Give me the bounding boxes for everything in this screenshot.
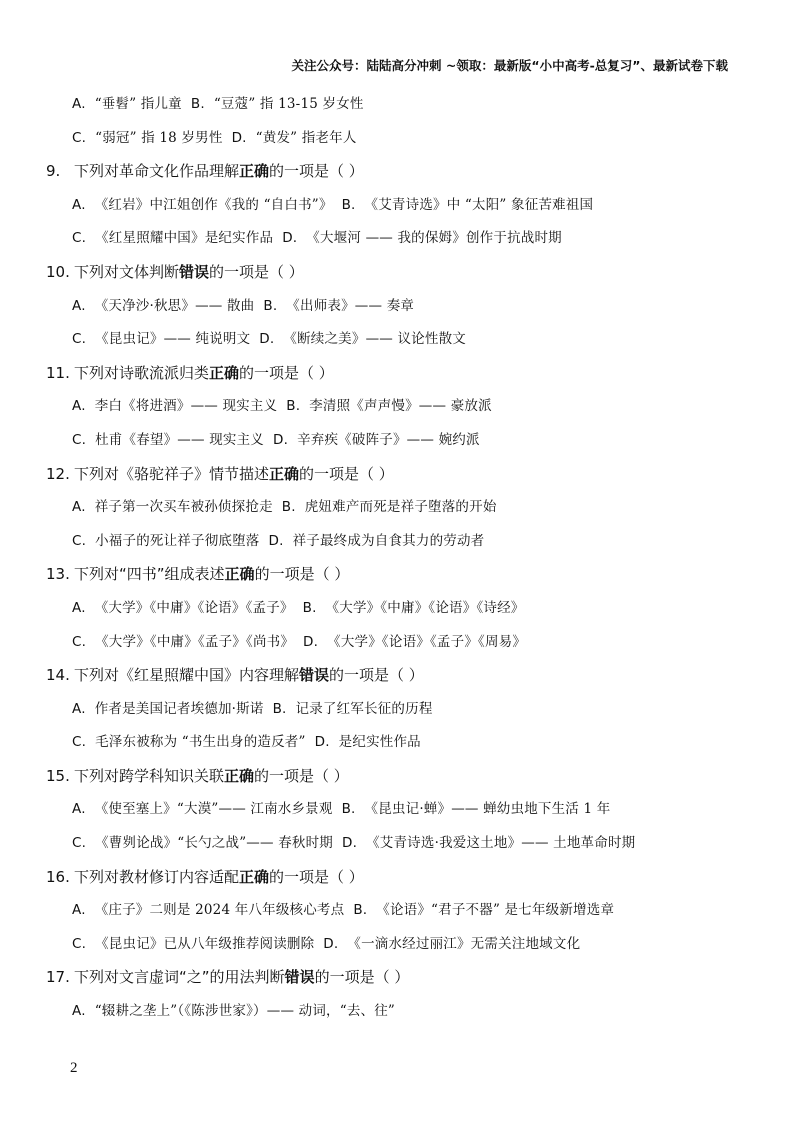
question-text: 下列对《骆驼祥子》情节描述 xyxy=(74,464,270,483)
question-stem xyxy=(46,256,760,290)
option-letter-b: D. xyxy=(323,935,339,952)
option-text-a: 小福子的死让祥子彻底堕落 xyxy=(95,532,260,549)
question-number: 14. xyxy=(46,666,70,685)
option-text-a: “辍耕之垄上”（《陈涉世家》）—— 动词，“去、往” xyxy=(94,1003,396,1020)
option-letter-b: D. xyxy=(303,633,319,650)
option-row xyxy=(46,88,760,122)
question-keyword: 正确 xyxy=(239,162,270,181)
option-text-b: 是纪实性作品 xyxy=(338,734,421,751)
option-text-a: 李白《将进酒》—— 现实主义 xyxy=(94,398,278,415)
option-text-b: 《论语》“君子不器” 是七年级新增选章 xyxy=(376,902,615,919)
option-text-a: “弱冠” 指 18 岁男性 xyxy=(95,129,223,146)
option-row xyxy=(46,894,760,928)
option-letter-b: D. xyxy=(273,431,289,448)
question-keyword: 正确 xyxy=(239,867,270,886)
option-letter-b: B. xyxy=(281,499,296,516)
option-text-b: 辛弃疾《破阵子》—— 婉约派 xyxy=(297,431,480,448)
option-row xyxy=(46,726,760,760)
option-text-a: 《曹刿论战》“长勺之战”—— 春秋时期 xyxy=(95,835,334,852)
question-text-end: 的一项是（ ） xyxy=(254,766,349,785)
question-stem xyxy=(46,961,760,995)
question-text: 下列对诗歌流派归类 xyxy=(74,363,210,382)
question-text-end: 的一项是（ ） xyxy=(269,162,364,181)
question-number: 10. xyxy=(46,262,70,281)
option-letter-b: B. xyxy=(190,96,205,112)
option-letter-a: A. xyxy=(72,398,86,415)
question-number: 15. xyxy=(46,766,70,785)
question-stem xyxy=(46,760,760,794)
option-letter-b: D. xyxy=(268,532,284,549)
question-keyword: 错误 xyxy=(284,968,315,987)
question-text-end: 的一项是（ ） xyxy=(254,565,350,584)
option-text-a: 《庄子》二则是 2024 年八年级核心考点 xyxy=(94,902,345,919)
option-row xyxy=(46,290,760,324)
option-text-b: 虎妞难产而死是祥子堕落的开始 xyxy=(304,499,497,516)
option-text-b: “豆蔻” 指 13-15 岁女性 xyxy=(213,96,364,112)
option-letter-a: C. xyxy=(72,129,87,146)
question-number: 9. xyxy=(46,162,61,181)
option-text-a: 《昆虫记》已从八年级推荐阅读删除 xyxy=(95,935,315,952)
question-stem xyxy=(46,357,760,391)
question-keyword: 正确 xyxy=(224,565,255,584)
option-text-b: 《一滴水经过丽江》无需关注地域文化 xyxy=(347,935,581,952)
option-text-b: 《艾青诗选·我爱这土地》—— 土地革命时期 xyxy=(366,835,636,852)
option-text-a: 《天净沙·秋思》—— 散曲 xyxy=(94,297,255,314)
option-row xyxy=(46,390,760,424)
option-letter-a: A. xyxy=(72,96,86,112)
option-row xyxy=(46,928,760,962)
question-stem xyxy=(46,558,760,592)
option-row xyxy=(46,222,760,256)
option-letter-a: A. xyxy=(72,801,86,818)
option-letter-a: C. xyxy=(72,935,87,952)
question-stem xyxy=(46,861,760,895)
question-stem xyxy=(46,155,760,189)
option-letter-b: D. xyxy=(282,230,298,247)
option-text-a: 《昆虫记》—— 纯说明文 xyxy=(95,331,251,348)
option-text-b: 祥子最终成为自食其力的劳动者 xyxy=(292,532,485,549)
option-text-a: 祥子第一次买车被孙侦探抢走 xyxy=(94,499,273,516)
option-text-b: 《大学》《论语》《孟子》《周易》 xyxy=(327,633,527,650)
question-stem xyxy=(46,659,760,693)
option-letter-a: A. xyxy=(72,599,86,616)
question-number: 11. xyxy=(46,363,70,382)
question-text-end: 的一项是（ ） xyxy=(314,968,410,987)
question-text: 下列对跨学科知识关联 xyxy=(74,766,225,785)
option-text-b: 《出师表》—— 奏章 xyxy=(286,297,415,314)
option-letter-b: B. xyxy=(341,801,356,818)
option-letter-a: A. xyxy=(72,1003,86,1020)
option-letter-a: A. xyxy=(72,297,86,314)
option-letter-a: C. xyxy=(72,431,87,448)
question-keyword: 正确 xyxy=(209,363,240,382)
option-row xyxy=(46,525,760,559)
question-keyword: 正确 xyxy=(224,766,255,785)
option-letter-a: A. xyxy=(72,196,86,213)
option-letter-b: B. xyxy=(286,398,301,415)
option-letter-a: A. xyxy=(72,902,86,919)
option-letter-b: D. xyxy=(231,129,247,146)
option-row xyxy=(46,995,760,1029)
question-keyword: 错误 xyxy=(299,666,330,685)
option-text-b: 《大学》《中庸》《论语》《诗经》 xyxy=(325,599,525,616)
question-text-end: 的一项是（ ） xyxy=(269,867,364,886)
option-letter-b: B. xyxy=(302,599,317,616)
question-text-end: 的一项是（ ） xyxy=(239,363,334,382)
option-text-a: 作者是美国记者埃德加·斯诺 xyxy=(94,700,264,717)
option-letter-a: C. xyxy=(72,835,87,852)
option-row xyxy=(46,793,760,827)
option-text-a: 《大学》《中庸》《孟子》《尚书》 xyxy=(95,633,295,650)
option-letter-b: B. xyxy=(341,196,356,213)
option-letter-a: C. xyxy=(72,230,87,247)
option-text-b: 《艾青诗选》中 “太阳” 象征苦难祖国 xyxy=(364,196,594,213)
question-text: 下列对教材修订内容适配 xyxy=(74,867,240,886)
option-row xyxy=(46,424,760,458)
option-row xyxy=(46,592,760,626)
option-row xyxy=(46,491,760,525)
option-letter-b: B. xyxy=(263,297,278,314)
option-text-b: 《断续之美》—— 议论性散文 xyxy=(283,331,466,348)
option-text-a: 《红岩》中江姐创作《我的 “自白书”》 xyxy=(94,196,333,213)
option-letter-a: A. xyxy=(72,700,86,717)
option-letter-a: A. xyxy=(72,499,86,516)
option-letter-a: C. xyxy=(72,734,87,751)
option-row xyxy=(46,189,760,223)
question-text-end: 的一项是（ ） xyxy=(299,464,394,483)
option-text-a: 《使至塞上》“大漠”—— 江南水乡景观 xyxy=(94,801,333,818)
option-text-a: 杜甫《春望》—— 现实主义 xyxy=(95,431,265,448)
question-keyword: 正确 xyxy=(269,464,300,483)
option-row xyxy=(46,323,760,357)
option-letter-b: B. xyxy=(272,700,287,717)
option-text-b: 《大堰河 —— 我的保姆》创作于抗战时期 xyxy=(306,230,562,247)
option-text-b: 《昆虫记·蝉》—— 蝉幼虫地下生活 1 年 xyxy=(364,801,611,818)
option-text-a: 《红星照耀中国》是纪实作品 xyxy=(95,230,274,247)
option-row xyxy=(46,693,760,727)
question-stem xyxy=(46,458,760,492)
question-text-end: 的一项是（ ） xyxy=(329,666,424,685)
option-text-b: 记录了红军长征的历程 xyxy=(295,700,433,717)
option-text-a: “垂髫” 指儿童 xyxy=(94,96,182,112)
option-letter-a: C. xyxy=(72,331,87,348)
question-number: 16. xyxy=(46,867,70,886)
option-letter-a: C. xyxy=(72,633,87,650)
question-text: 下列对“四书”组成表述 xyxy=(74,565,225,584)
option-text-a: 毛泽东被称为 “书生出身的造反者” xyxy=(95,734,306,751)
question-text: 下列对文体判断 xyxy=(74,262,180,281)
option-letter-a: C. xyxy=(72,532,87,549)
option-letter-b: D. xyxy=(342,835,358,852)
question-list xyxy=(46,88,760,1029)
question-keyword: 错误 xyxy=(179,262,210,281)
option-text-b: 李清照《声声慢》—— 豪放派 xyxy=(309,398,492,415)
option-text-b: “黄发” 指老年人 xyxy=(255,129,357,146)
option-letter-b: D. xyxy=(259,331,275,348)
page-number: 2 xyxy=(70,1060,78,1076)
option-row xyxy=(46,626,760,660)
option-letter-b: D. xyxy=(314,734,330,751)
question-text: 下列对文言虚词“之”的用法判断 xyxy=(74,968,285,987)
option-row xyxy=(46,122,760,156)
page-header: 关注公众号：陆陆高分冲刺 ~领取：最新版“小中高考-总复习”、最新试卷下载 xyxy=(291,58,728,73)
question-text-end: 的一项是（ ） xyxy=(209,262,304,281)
question-text: 下列对《红星照耀中国》内容理解 xyxy=(74,666,300,685)
option-row xyxy=(46,827,760,861)
option-text-a: 《大学》《中庸》《论语》《孟子》 xyxy=(94,599,294,616)
option-letter-b: B. xyxy=(353,902,368,919)
question-number: 12. xyxy=(46,464,70,483)
question-text: 下列对革命文化作品理解 xyxy=(74,162,240,181)
question-number: 17. xyxy=(46,968,70,987)
question-number: 13. xyxy=(46,565,70,584)
